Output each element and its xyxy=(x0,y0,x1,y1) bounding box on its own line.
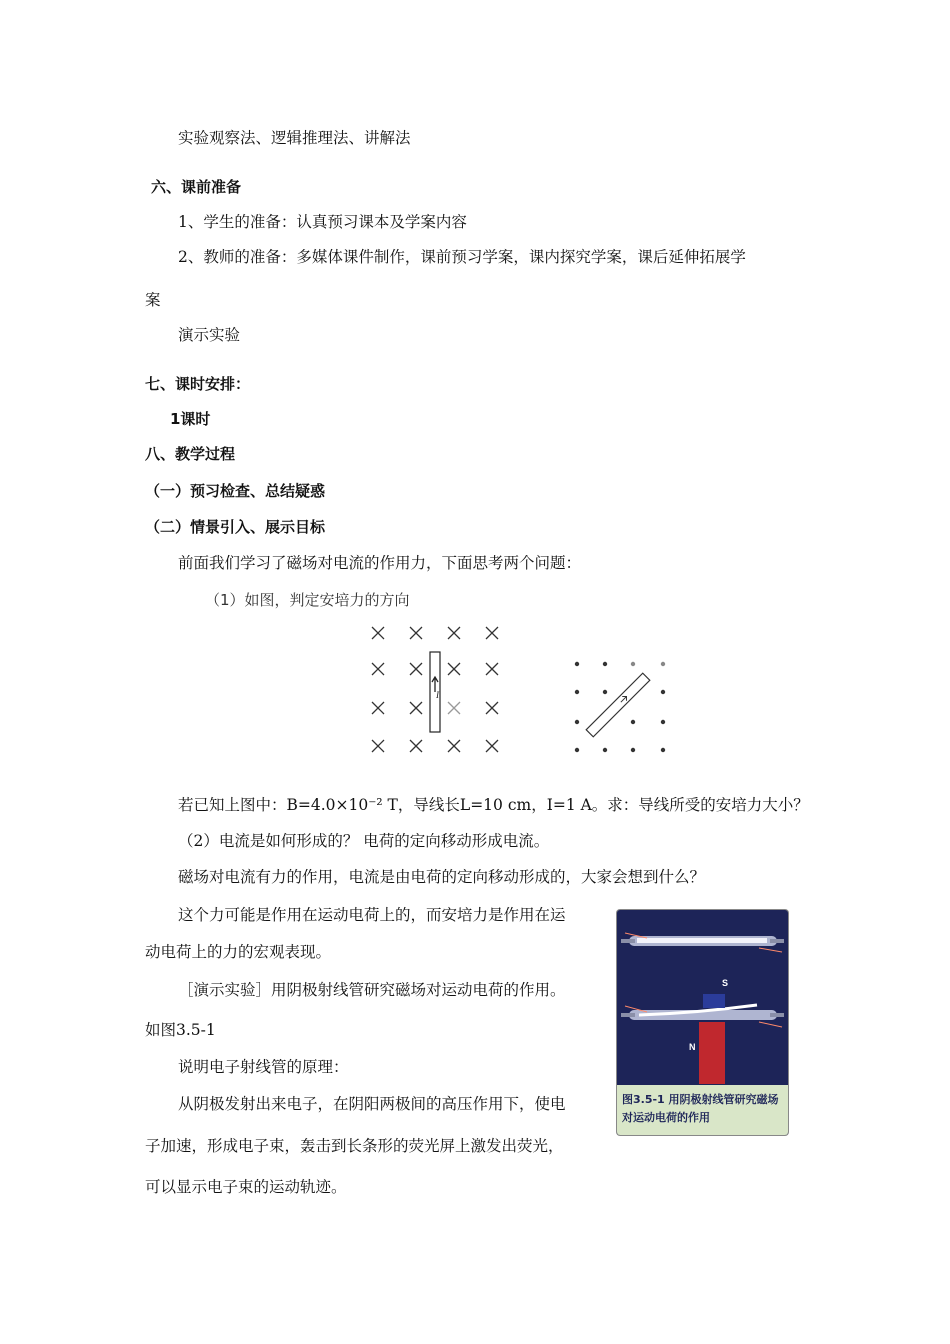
section-7-heading: 七、课时安排： xyxy=(145,375,251,393)
think-question: 磁场对电流有力的作用，电流是由电荷的定向移动形成的，大家会想到什么？ xyxy=(178,868,706,886)
section-6-heading: 六、课前准备 xyxy=(151,178,242,196)
north-pole-label: N xyxy=(689,1042,696,1052)
intro-text: 前面我们学习了磁场对电流的作用力，下面思考两个问题： xyxy=(178,554,582,572)
question-1: （1）如图，判定安培力的方向 xyxy=(205,591,410,609)
paragraph-4-line2: 子加速，形成电子束，轰击到长条形的荧光屏上激发出荧光， xyxy=(145,1137,564,1155)
magnetic-field-cross-figure xyxy=(360,620,510,755)
magnet-north-pole xyxy=(699,1022,725,1084)
section-8-heading: 八、教学过程 xyxy=(145,445,236,463)
question-2: （2）电流是如何形成的？ 电荷的定向移动形成电流。 xyxy=(178,832,550,850)
paragraph-1-line1: 这个力可能是作用在运动电荷上的，而安培力是作用在运 xyxy=(178,906,566,924)
paragraph-1-line2: 动电荷上的力的宏观表现。 xyxy=(145,943,332,961)
current-label: I xyxy=(436,690,439,700)
cathode-ray-tube-photo xyxy=(617,910,788,1135)
methods-text: 实验观察法、逻辑推理法、讲解法 xyxy=(178,129,411,147)
demo-text: 演示实验 xyxy=(178,326,241,344)
paragraph-3: 说明电子射线管的原理： xyxy=(178,1058,349,1076)
paragraph-2-line1: ［演示实验］用阴极射线管研究磁场对运动电荷的作用。 xyxy=(178,981,566,999)
south-pole-label: S xyxy=(722,978,729,988)
magnetic-field-dot-figure xyxy=(565,652,675,757)
step-2-heading: （二）情景引入、展示目标 xyxy=(145,518,326,536)
prep-student: 1、学生的准备：认真预习课本及学案内容 xyxy=(178,213,467,231)
magnet-south-pole xyxy=(703,994,725,1008)
tilted-wire-conductor xyxy=(586,673,650,737)
hours-text: 1课时 xyxy=(170,410,211,428)
paragraph-4-line1: 从阴极发射出来电子，在阴阳两极间的高压作用下，使电 xyxy=(178,1095,566,1113)
paragraph-4-line3: 可以显示电子束的运动轨迹。 xyxy=(145,1178,347,1196)
paragraph-2-line2: 如图3.5-1 xyxy=(145,1021,216,1039)
cathode-ray-tube-top xyxy=(621,933,784,952)
photo-caption-box xyxy=(617,1085,788,1135)
photo-caption: 图3.5-1 用阴极射线管研究磁场对运动电荷的作用 xyxy=(622,1093,779,1124)
calculation-question: 若已知上图中：B=4.0×10⁻² T，导线长L=10 cm，I=1 A。求：导线所受的安培力大小？ xyxy=(178,796,809,814)
step-1-heading: （一）预习检查、总结疑惑 xyxy=(145,482,326,500)
prep-teacher-line2: 案 xyxy=(145,291,161,309)
prep-teacher-line1: 2、教师的准备：多媒体课件制作，课前预习学案，课内探究学案，课后延伸拓展学 xyxy=(178,248,746,266)
